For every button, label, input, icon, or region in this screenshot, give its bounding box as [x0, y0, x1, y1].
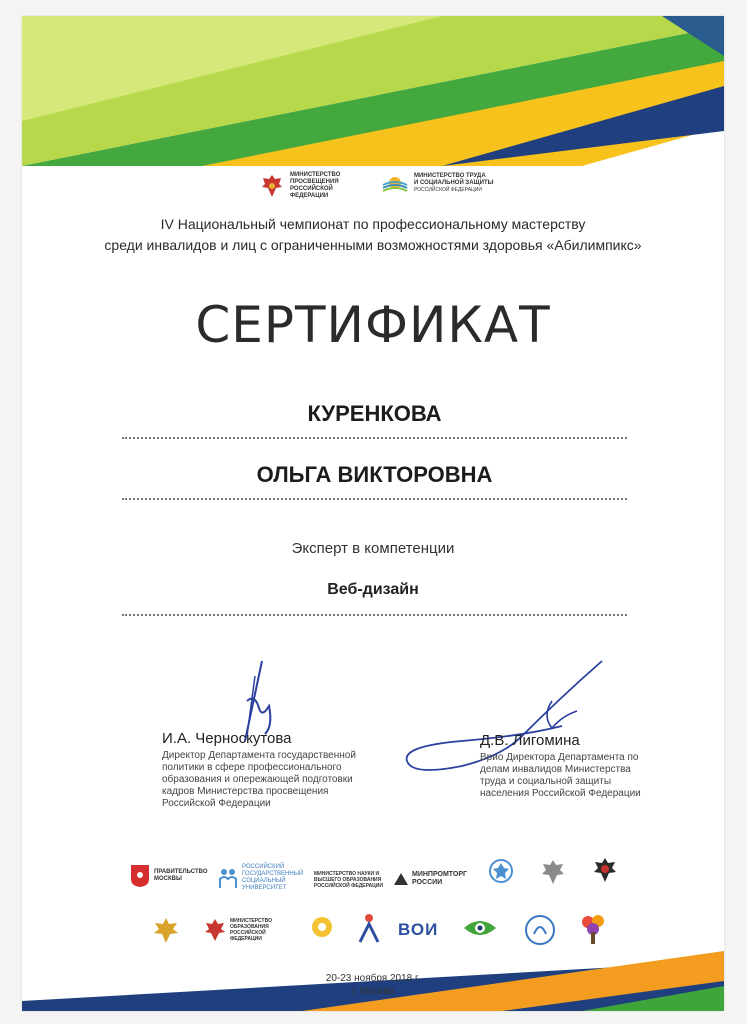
event-footer [22, 972, 724, 998]
given-names-dotted-line [122, 498, 627, 500]
rgsu-people-icon [218, 866, 238, 890]
surname-dotted-line [122, 437, 627, 439]
top-decorative-band [22, 16, 724, 166]
partner-minpromtorg: МИНПРОМТОРГ РОССИИ [394, 871, 458, 887]
signatory-2-name: Д.В. Лигомина [480, 732, 580, 749]
certificate-page [22, 16, 724, 1011]
competence-dotted-line [122, 614, 627, 616]
ministry-labor-logo [382, 172, 494, 194]
signatory-1-name: И.А. Черноскутова [162, 730, 292, 747]
minpromtorg-triangle-icon [394, 873, 408, 885]
eagle-emblem-icon [260, 173, 284, 199]
yellow-drop-icon [310, 914, 334, 944]
headline-line-2: среди инвалидов и лиц с ограниченными возможностями здоровья «Абилимпикс» [104, 237, 642, 253]
ministry-education-logo [260, 172, 348, 200]
headline-line-1: IV Национальный чемпионат по профессиональному мастерству [160, 216, 586, 232]
abilimpiks-figure-icon [356, 912, 382, 944]
recipient-given-names: ОЛЬГА ВИКТОРОВНА [256, 462, 493, 487]
partner-rgsu: РОССИЙСКИЙ ГОСУДАРСТВЕННЫЙ СОЦИАЛЬНЫЙ УНИВЕРСИТЕТ [218, 864, 304, 892]
competence-name: Веб-дизайн [327, 581, 419, 598]
ministry-labor-label: МИНИСТЕРСТВО ТРУДА И СОЦИАЛЬНОЙ ЗАЩИТЫ РОССИЙСКОЙ ФЕДЕРАЦИИ [414, 172, 494, 193]
gold-eagle-icon-1 [152, 916, 180, 944]
championship-headline [22, 214, 724, 256]
signatory-2 [480, 732, 650, 800]
signatory-1-position: Директор Департамента государственной политики в сфере профессионального образования и опережающей подготовки кадров Министерства просвещения Российской Федерации [162, 750, 356, 809]
partner-minobr: МИНИСТЕРСТВО ОБРАЗОВАНИЯ РОССИЙСКОЙ ФЕДЕРАЦИИ [204, 918, 290, 942]
signatory-2-position: Врио Директора Департамента по делам инвалидов Министерства труда и социальной защиты населения Российской Федерации [480, 752, 641, 799]
red-black-eagle-icon [592, 856, 618, 886]
eye-green-icon [462, 916, 498, 940]
event-city: г. Москва [351, 986, 395, 997]
role-text: Эксперт в компетенции [291, 540, 455, 557]
moscow-crest-icon [130, 864, 150, 888]
event-date: 20-23 ноября 2018 г. [325, 973, 421, 984]
red-eagle-icon [204, 918, 226, 942]
partner-minobrnauki: МИНИСТЕРСТВО НАУКИ И ВЫСШЕГО ОБРАЗОВАНИЯ РОССИЙСКОЙ ФЕДЕРАЦИИ [314, 871, 383, 889]
partner-voi: ВОИ [398, 920, 439, 939]
certificate-title: СЕРТИФИКАТ [195, 296, 551, 354]
partner-moscow: ПРАВИТЕЛЬСТВО МОСКВЫ [130, 864, 188, 888]
signatory-1 [162, 730, 382, 810]
recipient-surname: КУРЕНКОВА [307, 401, 442, 426]
grey-eagle-icon [540, 858, 566, 886]
sunrise-waves-icon [382, 172, 408, 194]
blue-emblem-icon [488, 858, 514, 886]
ministry-education-label: МИНИСТЕРСТВО ПРОСВЕЩЕНИЯ РОССИЙСКОЙ ФЕДЕРАЦИИ [290, 172, 341, 199]
